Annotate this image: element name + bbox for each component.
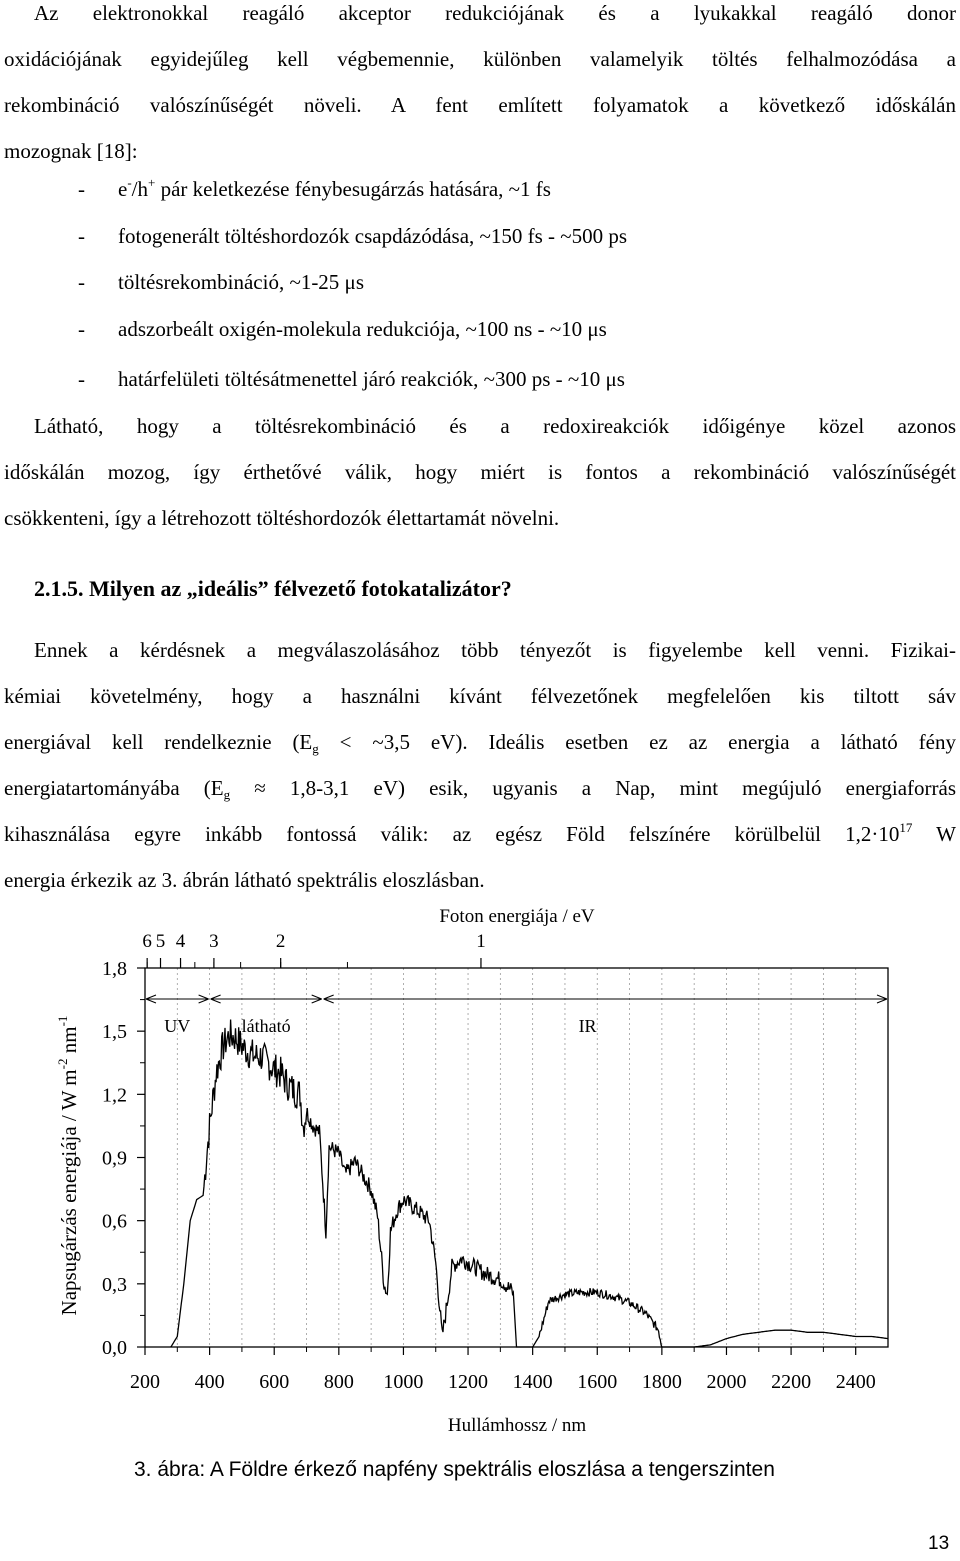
list-item <box>78 259 364 305</box>
x-tick-label: 2200 <box>771 1371 812 1393</box>
region-label: látható <box>241 1016 291 1036</box>
y-tick-label: 0,0 <box>102 1337 127 1359</box>
electron-symbol: e <box>118 177 128 201</box>
top-tick-label: 6 <box>142 931 152 952</box>
y-tick-label: 1,5 <box>102 1021 127 1044</box>
top-tick-label: 5 <box>155 931 166 952</box>
solar-spectrum-chart <box>0 895 960 1445</box>
hole-symbol: /h <box>131 177 149 201</box>
text-line <box>4 811 956 857</box>
text-segment: < ~3,5 eV). Ideális esetben ez az energia a látható fény <box>318 730 956 754</box>
figure-caption: 3. ábra: A Földre érkező napfény spektrális eloszlása a tengerszinten <box>134 1458 775 1481</box>
list-item-text: töltésrekombináció, ~1-25 μs <box>118 270 364 294</box>
subscript: g <box>312 741 319 756</box>
y-axis-ticks <box>102 958 145 1359</box>
x-axis-ticks <box>130 1347 876 1393</box>
list-item-text: adszorbeált oxigén-molekula redukciója, ~100 ns - ~10 μs <box>118 317 607 341</box>
list-dash: - <box>78 177 85 201</box>
list-item <box>78 306 607 352</box>
x-tick-label: 1400 <box>512 1371 553 1393</box>
y-tick-label: 1,2 <box>102 1084 127 1107</box>
text-line <box>4 765 956 811</box>
x-tick-label: 2400 <box>835 1371 876 1393</box>
plus-superscript: + <box>148 175 156 190</box>
y-axis-label <box>55 1016 81 1316</box>
text-line: Látható, hogy a töltésrekombináció és a redoxireakciók időigénye közel azonos <box>34 414 956 438</box>
subscript: g <box>223 787 231 802</box>
list-dash: - <box>78 367 85 391</box>
text-line: kémiai követelmény, hogy a használni kívánt félvezetőnek megfelelően kis tiltott sáv <box>4 684 956 708</box>
text-segment: kihasználása egyre inkább fontossá válik: az egész Föld felszínére körülbelül 1,2·10 <box>4 822 900 846</box>
text-line: mozognak [18]: <box>4 139 138 163</box>
y-tick-label: 0,3 <box>102 1273 127 1296</box>
x-tick-label: 800 <box>323 1371 354 1393</box>
x-tick-label: 1200 <box>448 1371 489 1393</box>
list-dash: - <box>78 317 85 341</box>
list-item <box>78 356 625 402</box>
x-tick-label: 400 <box>194 1371 225 1393</box>
text-line: Az elektronokkal reagáló akceptor redukciójának és a lyukakkal reagáló donor <box>34 1 956 25</box>
text-line: oxidációjának egyidejűleg kell végbemennie, különben valamelyik töltés felhalmozódása a <box>4 47 956 71</box>
y-tick-label: 1,8 <box>102 958 127 980</box>
y-tick-label: 0,6 <box>102 1210 127 1233</box>
text-line: Ennek a kérdésnek a megválaszolásához több tényezőt is figyelembe kell venni. Fizikai- <box>34 638 956 662</box>
minus-superscript: - <box>127 175 132 190</box>
text-segment: energiával kell rendelkeznie (E <box>4 730 313 754</box>
text-segment: W <box>912 822 957 846</box>
list-item <box>78 213 627 259</box>
paragraph-2 <box>4 403 956 541</box>
text-line: rekombináció valószínűségét növeli. A fent említett folyamatok a következő időskálán <box>4 93 956 117</box>
list-dash: - <box>78 224 85 248</box>
text-segment: ≈ 1,8-3,1 eV) esik, ugyanis a Nap, mint megújuló energiaforrás <box>230 776 957 800</box>
text-line <box>4 719 956 765</box>
top-tick-label: 1 <box>476 931 486 952</box>
top-axis-ticks <box>142 931 485 968</box>
text-line: csökkenteni, így a létrehozott töltéshordozók élettartamát növelni. <box>4 506 560 530</box>
x-tick-label: 1000 <box>383 1371 424 1393</box>
top-tick-label: 4 <box>175 931 186 952</box>
region-markers <box>146 995 887 1036</box>
x-tick-label: 1800 <box>641 1371 682 1393</box>
paragraph-3 <box>4 627 956 903</box>
y-label-sup: -1 <box>55 1015 70 1027</box>
list-item-text: határfelületi töltésátmenettel járó reakciók, ~300 ps - ~10 μs <box>118 367 625 391</box>
y-label-main: Napsugárzás energiája / W m <box>57 1069 81 1316</box>
text-segment: energiatartományába (E <box>4 776 224 800</box>
y-label-unit: nm <box>57 1026 81 1059</box>
x-tick-label: 200 <box>130 1371 160 1393</box>
x-tick-label: 1600 <box>577 1371 618 1393</box>
x-tick-label: 2000 <box>706 1371 747 1393</box>
top-tick-label: 2 <box>275 931 286 952</box>
text-line: időskálán mozog, így érthetővé válik, hogy miért is fontos a rekombináció valószínűségét <box>4 460 956 484</box>
region-label: IR <box>578 1016 597 1036</box>
y-label-sup: -2 <box>55 1058 70 1070</box>
section-heading: 2.1.5. Milyen az „ideális” félvezető fotokatalizátor? <box>34 576 512 601</box>
list-item-text: fotogenerált töltéshordozók csapdázódása, ~150 fs - ~500 ps <box>118 224 628 248</box>
y-tick-label: 0,9 <box>102 1147 127 1170</box>
page-number: 13 <box>928 1533 950 1554</box>
list-item-text: pár keletkezése fénybesugárzás hatására, ~1 fs <box>155 177 551 201</box>
list-item <box>78 166 551 212</box>
top-axis-label: Foton energiája / eV <box>439 906 595 927</box>
text-line: energia érkezik az 3. ábrán látható spektrális eloszlásban. <box>4 868 485 892</box>
x-tick-label: 600 <box>259 1371 290 1393</box>
top-tick-label: 3 <box>209 931 219 952</box>
region-label: UV <box>164 1016 191 1036</box>
paragraph-1 <box>4 0 956 174</box>
superscript: 17 <box>899 820 913 835</box>
x-axis-label: Hullámhossz / nm <box>447 1415 587 1436</box>
list-dash: - <box>78 270 85 294</box>
spectrum-curve <box>171 1020 888 1348</box>
